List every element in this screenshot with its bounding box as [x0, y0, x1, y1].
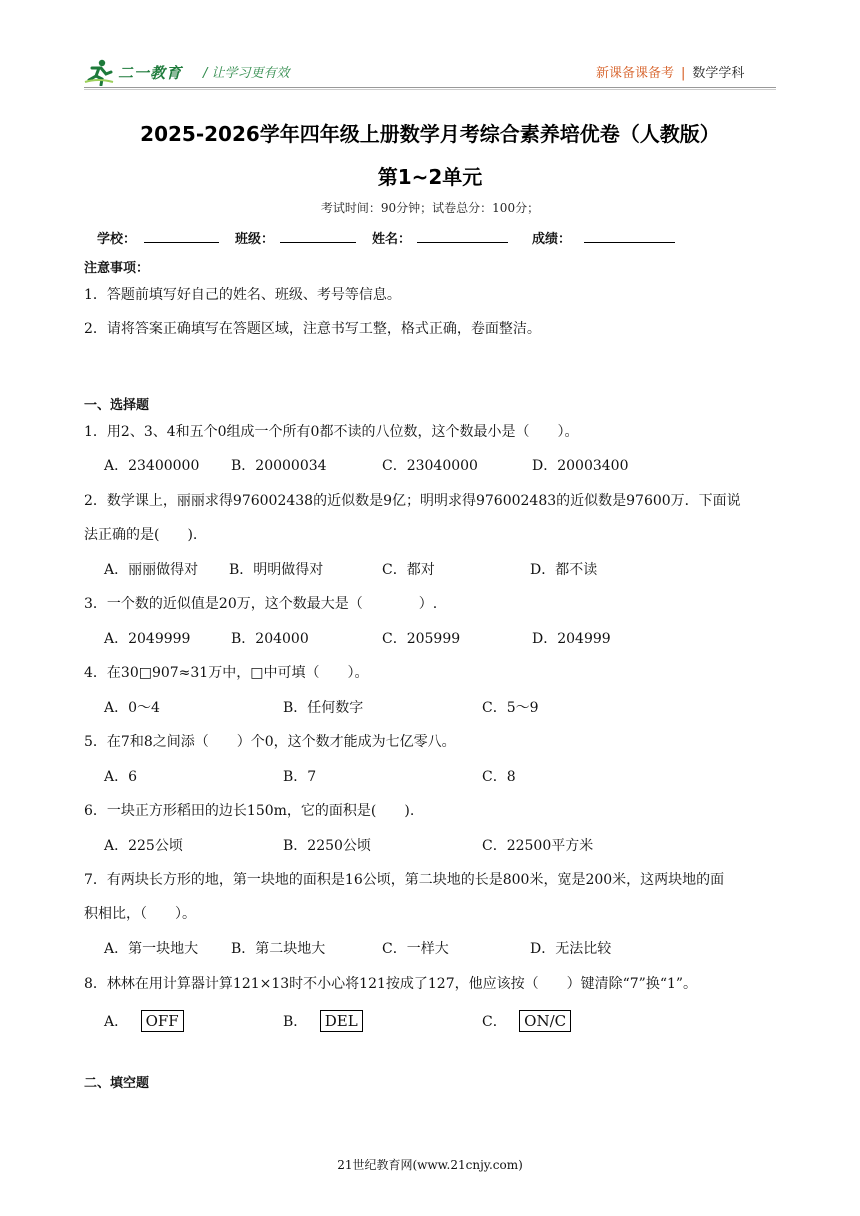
option-c[interactable] [482, 1010, 571, 1032]
option-c[interactable]: C．5～9 [482, 700, 539, 716]
option-d[interactable]: D．20003400 [532, 458, 629, 474]
footer: 21世纪教育网(www.21cnjy.com) [337, 1158, 523, 1172]
question-3: 3．一个数的近似值是20万，这个数最大是（ ）. [84, 596, 438, 612]
score-label: 成绩： [532, 232, 572, 247]
class-field[interactable] [280, 242, 356, 243]
name-label: 姓名： [372, 232, 412, 247]
option-b[interactable]: B．20000034 [231, 458, 327, 474]
option-c[interactable]: C．23040000 [382, 458, 478, 474]
note-item: 2．请将答案正确填写在答题区域，注意书写工整，格式正确，卷面整洁。 [84, 321, 541, 337]
note-item: 1．答题前填写好自己的姓名、班级、考号等信息。 [84, 287, 401, 303]
option-c[interactable]: C．205999 [382, 631, 461, 647]
question-8: 8．林林在用计算器计算121×13时不小心将121按成了127，他应该按（ ）键清除“7”换“1”。 [84, 976, 698, 992]
header-separator: | [681, 66, 686, 81]
page-title: 2025-2026学年四年级上册数学月考综合素养培优卷（人教版） [140, 122, 720, 146]
exam-info: 考试时间：90分钟；试卷总分：100分； [320, 201, 540, 215]
del-key: DEL [320, 1010, 363, 1032]
option-b[interactable]: B．7 [283, 769, 317, 785]
section-heading: 一、选择题 [84, 398, 150, 413]
header-divider-thin [84, 89, 776, 90]
question-6: 6．一块正方形稻田的边长150m，它的面积是( ). [84, 803, 415, 819]
option-b[interactable]: B．第二块地大 [231, 941, 326, 957]
option-a[interactable]: A．0～4 [104, 700, 160, 716]
question-7: 7．有两块长方形的地，第一块地的面积是16公顷，第二块地的长是800米，宽是200米，这两块地的面 [84, 872, 725, 888]
option-label: A． [104, 1014, 129, 1030]
score-field[interactable] [584, 242, 675, 243]
option-b[interactable]: B．明明做得对 [229, 562, 324, 578]
header-right-label: 新课备课备考 [596, 66, 675, 81]
option-a[interactable]: A．第一块地大 [104, 941, 199, 957]
option-label: B． [283, 1014, 308, 1030]
option-a[interactable]: A．23400000 [104, 458, 200, 474]
class-label: 班级： [235, 232, 275, 247]
option-a[interactable]: A．225公顷 [104, 838, 183, 854]
school-field[interactable] [144, 242, 219, 243]
option-c[interactable]: C．22500平方米 [482, 838, 594, 854]
page-subtitle: 第1~2单元 [377, 165, 483, 189]
name-field[interactable] [417, 242, 508, 243]
option-b[interactable]: B．任何数字 [283, 700, 364, 716]
header-divider [84, 87, 776, 88]
option-a[interactable] [104, 1010, 184, 1032]
logo-text: 二一教育 [118, 63, 183, 82]
option-label: C． [482, 1014, 507, 1030]
option-c[interactable]: C．8 [482, 769, 516, 785]
question-4: 4．在30□907≈31万中，□中可填（ ）。 [84, 665, 369, 681]
option-d[interactable]: D．204999 [532, 631, 611, 647]
option-b[interactable]: B．2250公顷 [283, 838, 371, 854]
off-key: OFF [141, 1010, 184, 1032]
question-2: 2．数学课上，丽丽求得976002438的近似数是9亿；明明求得976002483的近似数是97600万．下面说 [84, 493, 741, 509]
option-a[interactable]: A．丽丽做得对 [104, 562, 199, 578]
slogan: / 让学习更有效 [203, 66, 290, 81]
on-c-key: ON/C [519, 1010, 571, 1032]
header-subject: 数学学科 [692, 66, 745, 81]
question-1: 1．用2、3、4和五个0组成一个所有0都不读的八位数，这个数最小是（ ）。 [84, 424, 579, 440]
option-d[interactable]: D．都不读 [530, 562, 598, 578]
notes-heading: 注意事项： [84, 261, 150, 276]
option-c[interactable]: C．都对 [382, 562, 435, 578]
header-right [596, 62, 744, 81]
logo [84, 58, 182, 86]
question-5: 5．在7和8之间添（ ）个0，这个数才能成为七亿零八。 [84, 734, 456, 750]
option-a[interactable]: A．2049999 [104, 631, 191, 647]
option-b[interactable]: B．204000 [231, 631, 309, 647]
question-2-cont: 法正确的是( ). [84, 527, 198, 543]
option-d[interactable]: D．无法比较 [530, 941, 612, 957]
runner-logo-icon [84, 58, 114, 86]
school-label: 学校： [97, 232, 137, 247]
question-7-cont: 积相比，（ ）。 [84, 906, 196, 922]
section-heading: 二、填空题 [84, 1076, 150, 1091]
option-c[interactable]: C．一样大 [382, 941, 449, 957]
option-b[interactable] [283, 1010, 363, 1032]
option-a[interactable]: A．6 [104, 769, 138, 785]
